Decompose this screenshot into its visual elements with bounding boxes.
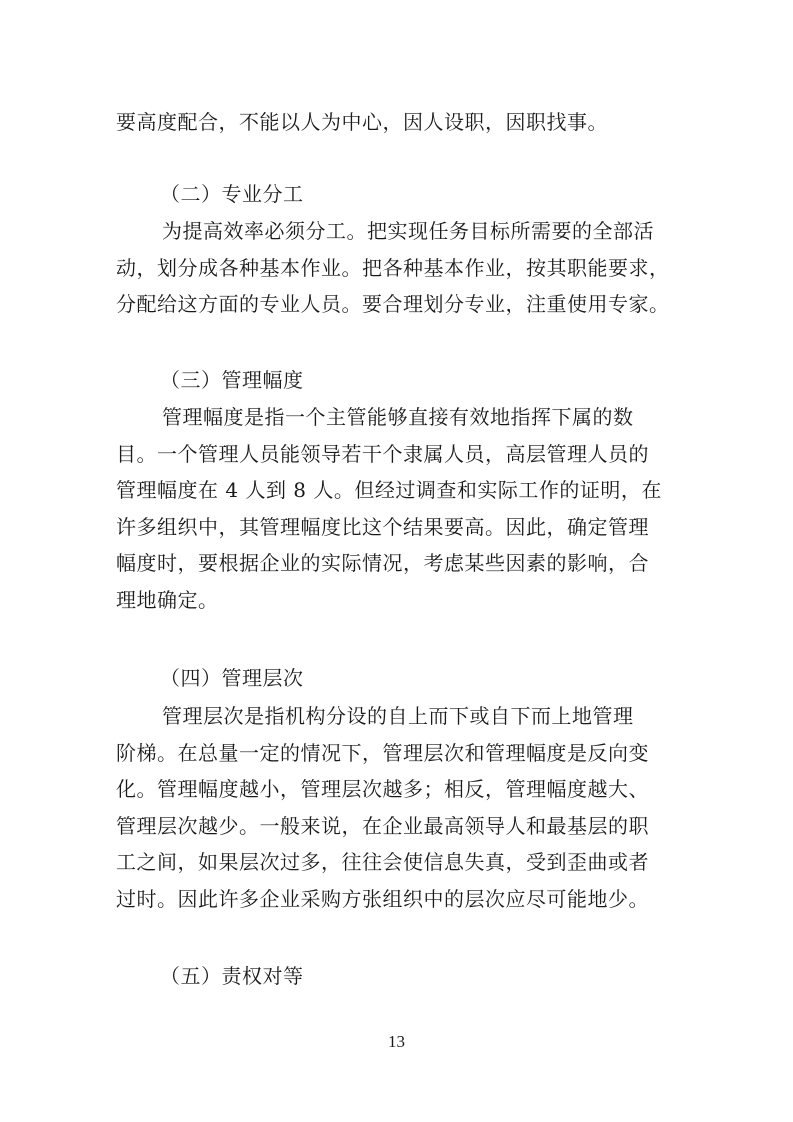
text-line: 管理幅度是指一个主管能够直接有效地指挥下属的数 bbox=[162, 405, 634, 429]
paragraph-specialization bbox=[116, 213, 686, 323]
section-heading-specialization: （二）专业分工 bbox=[160, 182, 304, 206]
text-line: 阶梯。在总量一定的情况下，管理层次和管理幅度是反向变 bbox=[116, 740, 649, 765]
paragraph-span-of-control bbox=[116, 399, 686, 618]
text-line: 为提高效率必须分工。把实现任务目标所需要的全部活 bbox=[162, 219, 654, 243]
text-line: 管理幅度在 4 人到 8 人。但经过调查和实际工作的证明，在 bbox=[116, 478, 662, 502]
text-line: 幅度时，要根据企业的实际情况，考虑某些因素的影响，合 bbox=[116, 551, 649, 575]
paragraph-management-levels bbox=[116, 698, 686, 917]
section-heading-responsibility-authority: （五）责权对等 bbox=[160, 964, 304, 988]
section-heading-management-levels: （四）管理层次 bbox=[160, 666, 304, 690]
text-line: 分配给这方面的专业人员。要合理划分专业，注重使用专家。 bbox=[116, 292, 670, 316]
text-line: 要高度配合，不能以人为中心，因人设职，因职找事。 bbox=[116, 110, 608, 134]
section-heading-span-of-control: （三）管理幅度 bbox=[160, 368, 304, 392]
text-line: 管理层次越少。一般来说，在企业最高领导人和最基层的职 bbox=[116, 813, 649, 838]
text-line: 化。管理幅度越小，管理层次越多；相反，管理幅度越大、 bbox=[116, 777, 649, 801]
text-line: 动，划分成各种基本作业。把各种基本作业，按其职能要求， bbox=[116, 255, 670, 280]
text-line: 过时。因此许多企业采购方张组织中的层次应尽可能地少。 bbox=[116, 886, 649, 911]
text-line: 理地确定。 bbox=[116, 587, 219, 612]
page-number: 13 bbox=[388, 1032, 405, 1051]
paragraph-continuation bbox=[116, 104, 686, 141]
text-line: 目。一个管理人员能领导若干个隶属人员，高层管理人员的 bbox=[116, 441, 649, 466]
text-line: 许多组织中，其管理幅度比这个结果要高。因此，确定管理 bbox=[116, 514, 649, 539]
text-line: 工之间，如果层次过多，往往会使信息失真，受到歪曲或者 bbox=[116, 850, 649, 874]
text-line: 管理层次是指机构分设的自上而下或自下而上地管理 bbox=[162, 704, 634, 728]
